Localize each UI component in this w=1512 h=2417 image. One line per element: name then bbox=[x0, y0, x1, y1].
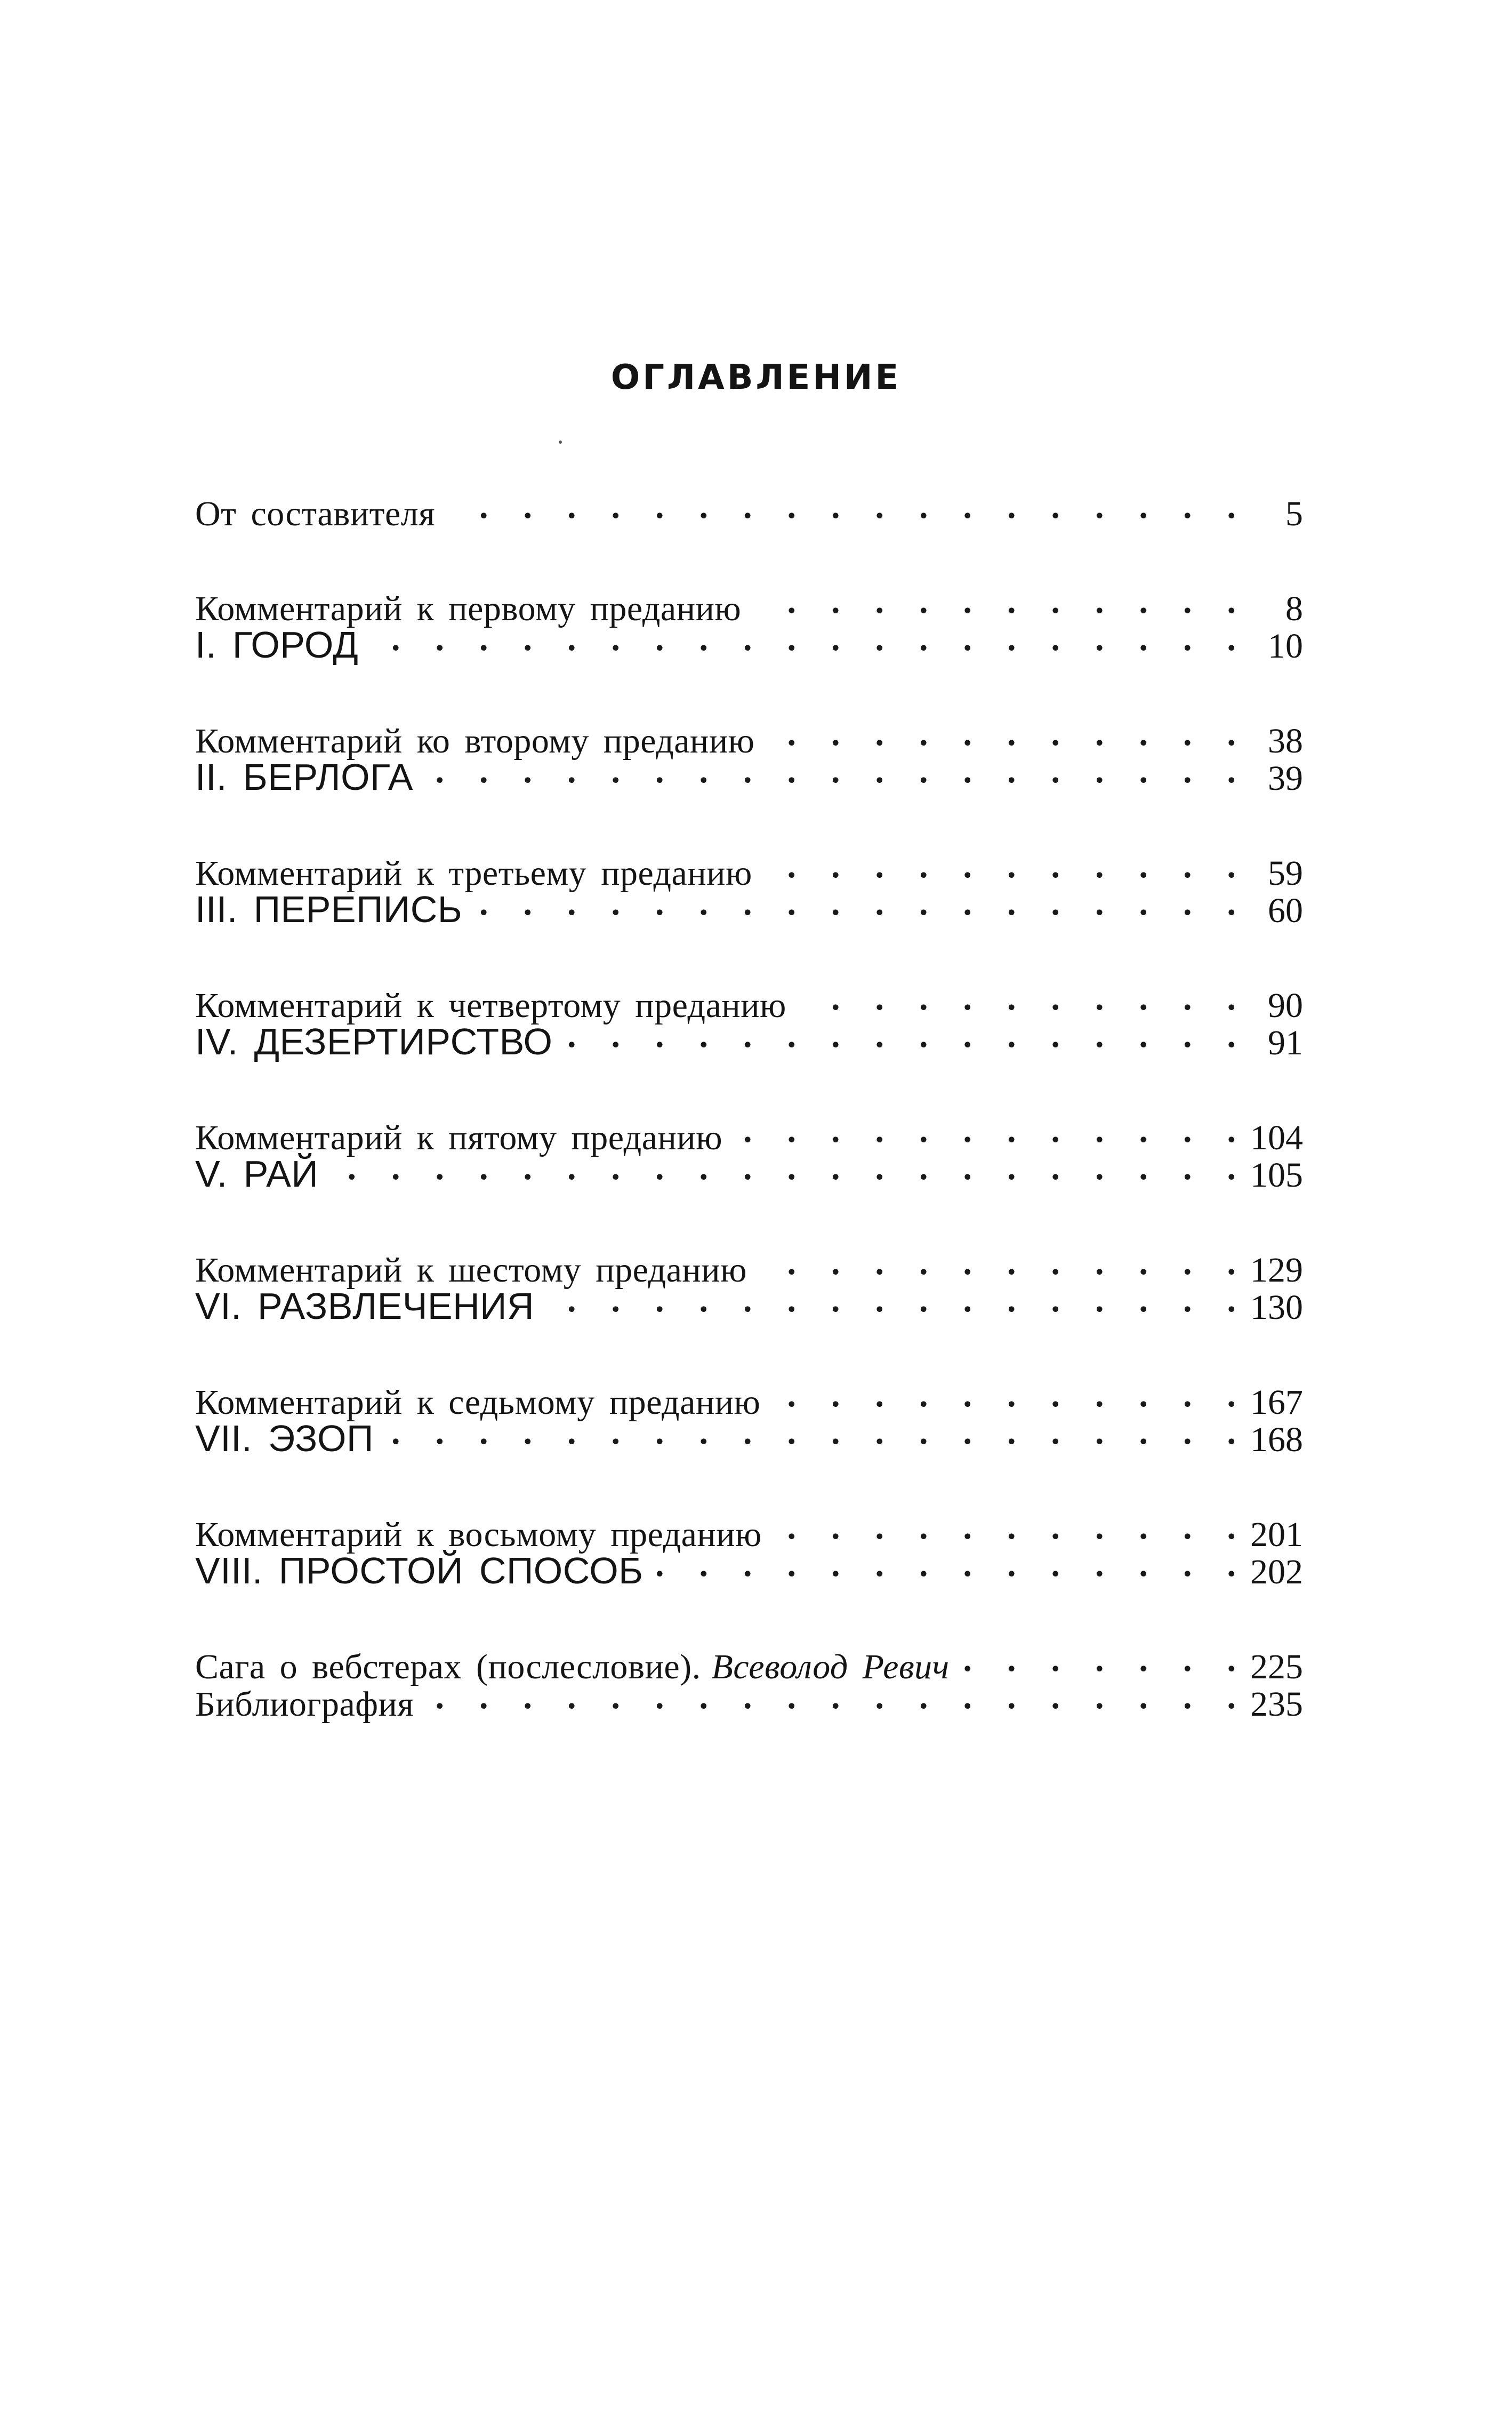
toc-entry-page: 130 bbox=[1250, 1288, 1303, 1327]
dot-leader bbox=[796, 980, 1236, 1017]
dot-leader bbox=[765, 715, 1236, 753]
toc-entry-comment-3 bbox=[195, 847, 1303, 893]
toc-entry-page: 105 bbox=[1250, 1156, 1303, 1195]
toc-entry-label: Комментарий к первому преданию bbox=[195, 589, 742, 628]
toc-entry-comment-1 bbox=[195, 583, 1303, 628]
dot-leader bbox=[544, 1282, 1236, 1319]
toc-entry-page: 60 bbox=[1268, 891, 1303, 930]
toc-entry-label: Комментарий к пятому преданию bbox=[195, 1118, 722, 1157]
dot-leader bbox=[771, 1509, 1236, 1546]
dot-leader bbox=[770, 1376, 1236, 1414]
toc-entry-section-3 bbox=[195, 885, 1303, 930]
print-speck bbox=[559, 441, 562, 444]
toc-entry-page: 10 bbox=[1268, 627, 1303, 666]
dot-leader bbox=[959, 1641, 1236, 1678]
toc-entry-page: 59 bbox=[1268, 854, 1303, 893]
toc-entry-page: 104 bbox=[1250, 1118, 1303, 1157]
toc-entry-page: 235 bbox=[1250, 1685, 1303, 1724]
toc-entry-label: Комментарий к третьему преданию bbox=[195, 854, 752, 893]
dot-leader bbox=[653, 1546, 1236, 1583]
dot-leader bbox=[751, 583, 1236, 620]
toc-entry-comment-5 bbox=[195, 1112, 1303, 1157]
toc-entry-page: 168 bbox=[1250, 1420, 1303, 1459]
toc-entry-comment-4 bbox=[195, 980, 1303, 1025]
toc-entry-page: 202 bbox=[1250, 1552, 1303, 1591]
dot-leader bbox=[328, 1149, 1236, 1187]
toc-entry-page: 225 bbox=[1250, 1647, 1303, 1686]
dot-leader bbox=[472, 885, 1236, 922]
dot-leader bbox=[445, 488, 1236, 525]
toc-entry-label: Комментарий к седьмому преданию bbox=[195, 1383, 761, 1422]
dot-leader bbox=[757, 1244, 1236, 1282]
toc-entry-section-7 bbox=[195, 1414, 1303, 1459]
toc-entry-label: Комментарий ко второму преданию bbox=[195, 722, 755, 761]
afterword-author: Всеволод Ревич bbox=[711, 1647, 950, 1686]
toc-entry-foreword bbox=[195, 488, 1303, 533]
toc-entry-label: V. РАЙ bbox=[195, 1153, 319, 1195]
toc-entry-label: I. ГОРОД bbox=[195, 624, 359, 666]
afterword-title: Сага о вебстерах (послесловие). bbox=[195, 1647, 701, 1686]
toc-entry-label: VIII. ПРОСТОЙ СПОСОБ bbox=[195, 1550, 644, 1591]
toc-entry-page: 129 bbox=[1250, 1251, 1303, 1290]
toc-entry-page: 90 bbox=[1268, 986, 1303, 1025]
toc-entry-label: Комментарий к четвертому преданию bbox=[195, 986, 786, 1025]
toc-entry-section-4 bbox=[195, 1017, 1303, 1062]
toc-entry-comment-8 bbox=[195, 1509, 1303, 1554]
toc-entry-label: III. ПЕРЕПИСЬ bbox=[195, 889, 463, 930]
toc-entry-section-5 bbox=[195, 1149, 1303, 1195]
toc-entry-page: 167 bbox=[1250, 1383, 1303, 1422]
toc-entry-section-2 bbox=[195, 753, 1303, 798]
toc-entry-page: 39 bbox=[1268, 759, 1303, 798]
dot-leader bbox=[423, 753, 1236, 790]
toc-entry-section-6 bbox=[195, 1282, 1303, 1327]
toc-entry-afterword bbox=[195, 1641, 1303, 1686]
toc-entry-comment-7 bbox=[195, 1376, 1303, 1422]
toc-entry-label: Библиография bbox=[195, 1685, 414, 1724]
toc-entry-page: 91 bbox=[1268, 1023, 1303, 1062]
toc-entry-label: II. БЕРЛОГА bbox=[195, 756, 413, 798]
toc-entry-label: От составителя bbox=[195, 494, 436, 533]
dot-leader bbox=[383, 1414, 1236, 1451]
toc-entry-label: Комментарий к шестому преданию bbox=[195, 1251, 747, 1290]
toc-entry-label: VI. РАЗВЛЕЧЕНИЯ bbox=[195, 1285, 535, 1327]
dot-leader bbox=[732, 1112, 1236, 1149]
toc-title: ОГЛАВЛЕНИЕ bbox=[610, 358, 902, 397]
toc-entry-label: VII. ЭЗОП bbox=[195, 1418, 374, 1459]
toc-entry-page: 38 bbox=[1268, 722, 1303, 761]
toc-entry-page: 5 bbox=[1285, 494, 1303, 533]
toc-entry-page: 8 bbox=[1285, 589, 1303, 628]
dot-leader bbox=[423, 1678, 1236, 1716]
dot-leader bbox=[562, 1017, 1236, 1054]
dot-leader bbox=[368, 620, 1236, 658]
toc-list bbox=[195, 488, 1303, 1724]
toc-entry-section-8 bbox=[195, 1546, 1303, 1591]
toc-entry-label: IV. ДЕЗЕРТИРСТВО bbox=[195, 1021, 553, 1062]
toc-entry-page: 201 bbox=[1250, 1515, 1303, 1554]
toc-entry-comment-2 bbox=[195, 715, 1303, 761]
dot-leader bbox=[762, 847, 1236, 885]
toc-entry-label: Комментарий к восьмому преданию bbox=[195, 1515, 762, 1554]
toc-entry-comment-6 bbox=[195, 1244, 1303, 1290]
